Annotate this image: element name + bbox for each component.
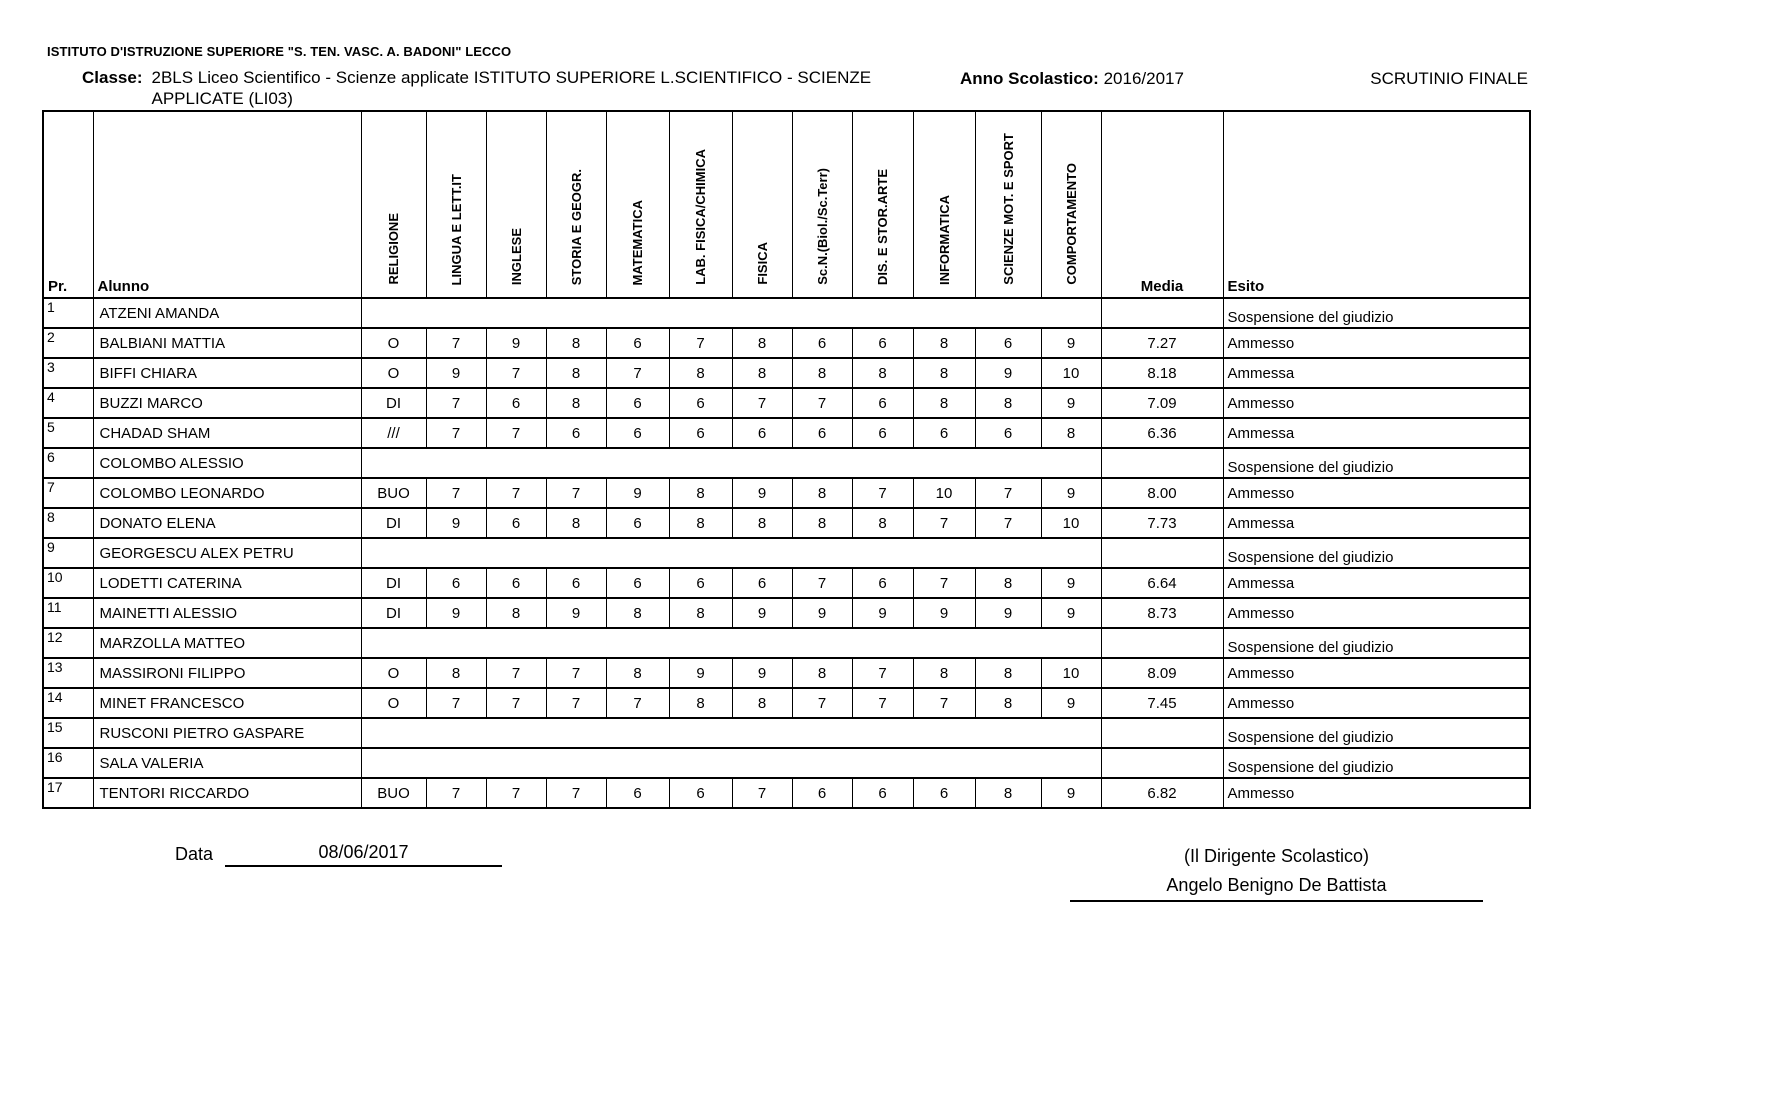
empty-grades-cell <box>361 718 1101 748</box>
row-number: 11 <box>43 598 93 628</box>
grade-cell: 6 <box>792 328 852 358</box>
grade-cell: 8 <box>975 658 1041 688</box>
esito-cell: Ammesso <box>1223 328 1530 358</box>
row-number: 6 <box>43 448 93 478</box>
esito-cell: Ammesso <box>1223 478 1530 508</box>
grade-cell: 8 <box>486 598 546 628</box>
grade-cell: 9 <box>1041 328 1101 358</box>
grade-cell: 7 <box>913 508 975 538</box>
grade-cell: 6 <box>669 388 732 418</box>
grade-cell: 6 <box>669 568 732 598</box>
row-number: 15 <box>43 718 93 748</box>
student-name: MAINETTI ALESSIO <box>93 598 361 628</box>
student-name: BALBIANI MATTIA <box>93 328 361 358</box>
grade-cell: 8 <box>1041 418 1101 448</box>
grade-cell: 7 <box>792 388 852 418</box>
media-cell <box>1101 718 1223 748</box>
col-header-label: STORIA E GEOGR. <box>568 168 584 285</box>
student-name: BIFFI CHIARA <box>93 358 361 388</box>
anno-scolastico-label: Anno Scolastico: <box>960 69 1099 88</box>
classe-row <box>82 67 891 109</box>
grade-cell: 9 <box>732 478 792 508</box>
grade-cell: 8 <box>792 358 852 388</box>
grade-cell: 8 <box>975 688 1041 718</box>
grade-cell: 7 <box>426 328 486 358</box>
esito-cell: Sospensione del giudizio <box>1223 538 1530 568</box>
empty-grades-cell <box>361 298 1101 328</box>
table-row <box>43 388 1530 418</box>
grade-cell: 7 <box>486 478 546 508</box>
col-header-religione <box>361 111 426 298</box>
date-label: Data <box>175 844 214 864</box>
grade-cell: 8 <box>546 328 606 358</box>
institute-name: ISTITUTO D'ISTRUZIONE SUPERIORE "S. TEN. VASC. A. BADONI" LECCO <box>47 44 512 59</box>
student-name: DONATO ELENA <box>93 508 361 538</box>
student-name: SALA VALERIA <box>93 748 361 778</box>
media-cell: 8.00 <box>1101 478 1223 508</box>
grade-cell: 9 <box>1041 568 1101 598</box>
col-header-scienze-naturali <box>792 111 852 298</box>
student-name: COLOMBO LEONARDO <box>93 478 361 508</box>
grade-cell: 9 <box>1041 688 1101 718</box>
grade-cell: 7 <box>852 688 913 718</box>
empty-grades-cell <box>361 448 1101 478</box>
dirigente-name: Angelo Benigno De Battista <box>1070 871 1483 902</box>
col-header-comportamento <box>1041 111 1101 298</box>
grade-cell: 7 <box>975 478 1041 508</box>
grade-cell: 7 <box>426 778 486 808</box>
grade-cell: 6 <box>852 778 913 808</box>
header-row <box>43 111 1530 298</box>
col-header-matematica <box>606 111 669 298</box>
grade-cell: 7 <box>546 478 606 508</box>
grade-cell: /// <box>361 418 426 448</box>
grade-cell: 9 <box>913 598 975 628</box>
grade-cell: 8 <box>792 658 852 688</box>
grade-cell: 6 <box>732 418 792 448</box>
grade-cell: 10 <box>913 478 975 508</box>
grade-cell: 8 <box>913 358 975 388</box>
esito-cell: Ammesso <box>1223 688 1530 718</box>
col-header-label: SCIENZE MOT. E SPORT <box>1000 133 1016 285</box>
grade-cell: 6 <box>852 568 913 598</box>
media-cell: 6.64 <box>1101 568 1223 598</box>
grade-cell: 6 <box>852 328 913 358</box>
grade-cell: 6 <box>732 568 792 598</box>
row-number: 13 <box>43 658 93 688</box>
table-row <box>43 778 1530 808</box>
grade-cell: 6 <box>792 778 852 808</box>
table-row <box>43 298 1530 328</box>
grade-cell: 7 <box>606 688 669 718</box>
grade-cell: 9 <box>1041 388 1101 418</box>
grade-cell: 7 <box>486 658 546 688</box>
grade-cell: 8 <box>669 598 732 628</box>
col-header-scienze-motorie <box>975 111 1041 298</box>
grade-cell: 7 <box>669 328 732 358</box>
grade-cell: BUO <box>361 478 426 508</box>
table-row <box>43 718 1530 748</box>
grade-cell: 9 <box>669 658 732 688</box>
grade-cell: 7 <box>792 568 852 598</box>
grade-cell: 10 <box>1041 658 1101 688</box>
table-row <box>43 598 1530 628</box>
footer-date-row <box>175 842 502 867</box>
row-number: 16 <box>43 748 93 778</box>
student-name: CHADAD SHAM <box>93 418 361 448</box>
grade-cell: 8 <box>732 688 792 718</box>
row-number: 12 <box>43 628 93 658</box>
student-name: MARZOLLA MATTEO <box>93 628 361 658</box>
row-number: 4 <box>43 388 93 418</box>
media-cell: 6.82 <box>1101 778 1223 808</box>
col-header-disegno-storia-arte <box>852 111 913 298</box>
esito-cell: Sospensione del giudizio <box>1223 718 1530 748</box>
grade-cell: 8 <box>669 688 732 718</box>
esito-cell: Ammesso <box>1223 658 1530 688</box>
row-number: 2 <box>43 328 93 358</box>
student-name: RUSCONI PIETRO GASPARE <box>93 718 361 748</box>
grade-cell: 8 <box>669 478 732 508</box>
media-cell: 8.73 <box>1101 598 1223 628</box>
grade-cell: 7 <box>975 508 1041 538</box>
row-number: 8 <box>43 508 93 538</box>
table-row <box>43 628 1530 658</box>
esito-cell: Ammessa <box>1223 418 1530 448</box>
grade-cell: 7 <box>486 778 546 808</box>
col-header-label: INGLESE <box>508 227 524 285</box>
grade-cell: 7 <box>852 658 913 688</box>
media-cell: 6.36 <box>1101 418 1223 448</box>
col-header-label: DIS. E STOR.ARTE <box>875 168 890 285</box>
table-row <box>43 448 1530 478</box>
grade-cell: 6 <box>486 568 546 598</box>
grade-cell: 7 <box>792 688 852 718</box>
grade-cell: 8 <box>913 388 975 418</box>
grade-cell: 6 <box>426 568 486 598</box>
grade-cell: 7 <box>426 388 486 418</box>
grade-cell: 8 <box>546 508 606 538</box>
grade-cell: 6 <box>669 778 732 808</box>
grade-cell: 6 <box>546 418 606 448</box>
grade-cell: 7 <box>426 688 486 718</box>
classe-value: 2BLS Liceo Scientifico - Scienze applicate ISTITUTO SUPERIORE L.SCIENTIFICO - SCIENZE APPLICATE (LI03) <box>151 68 872 108</box>
grade-cell: 6 <box>606 508 669 538</box>
grade-cell: 7 <box>732 778 792 808</box>
grade-cell: 8 <box>913 658 975 688</box>
esito-cell: Ammesso <box>1223 598 1530 628</box>
table-row <box>43 358 1530 388</box>
grade-cell: BUO <box>361 778 426 808</box>
grade-cell: O <box>361 358 426 388</box>
grade-cell: DI <box>361 598 426 628</box>
student-name: BUZZI MARCO <box>93 388 361 418</box>
grade-cell: 8 <box>606 658 669 688</box>
grade-cell: 6 <box>792 418 852 448</box>
grade-cell: 9 <box>426 508 486 538</box>
grade-cell: 8 <box>792 478 852 508</box>
col-header-alunno: Alunno <box>93 111 361 298</box>
col-header-label: LAB. FISICA/CHIMICA <box>693 149 708 285</box>
grade-cell: 7 <box>486 688 546 718</box>
col-header-informatica <box>913 111 975 298</box>
student-name: TENTORI RICCARDO <box>93 778 361 808</box>
student-name: MASSIRONI FILIPPO <box>93 658 361 688</box>
grade-cell: 8 <box>546 358 606 388</box>
grade-cell: 6 <box>606 778 669 808</box>
media-cell <box>1101 298 1223 328</box>
grade-cell: DI <box>361 388 426 418</box>
empty-grades-cell <box>361 628 1101 658</box>
grade-cell: 6 <box>975 418 1041 448</box>
student-rows <box>43 298 1530 808</box>
grade-cell: 9 <box>1041 598 1101 628</box>
grade-cell: 10 <box>1041 358 1101 388</box>
grade-cell: 6 <box>913 778 975 808</box>
grade-cell: 8 <box>913 328 975 358</box>
grade-cell: 8 <box>975 778 1041 808</box>
grade-cell: 8 <box>732 328 792 358</box>
esito-cell: Sospensione del giudizio <box>1223 298 1530 328</box>
col-header-label: MATEMATICA <box>630 199 645 285</box>
grade-cell: 8 <box>852 508 913 538</box>
student-name: ATZENI AMANDA <box>93 298 361 328</box>
grade-cell: 6 <box>606 568 669 598</box>
grade-cell: 9 <box>975 358 1041 388</box>
grade-cell: 6 <box>546 568 606 598</box>
grade-cell: 8 <box>975 568 1041 598</box>
grade-cell: 6 <box>486 508 546 538</box>
media-cell <box>1101 448 1223 478</box>
grade-cell: 6 <box>606 418 669 448</box>
grade-cell: O <box>361 328 426 358</box>
esito-cell: Ammessa <box>1223 358 1530 388</box>
table-row <box>43 418 1530 448</box>
grade-cell: 6 <box>852 388 913 418</box>
grade-cell: 7 <box>546 658 606 688</box>
esito-cell: Ammessa <box>1223 568 1530 598</box>
scrutinio-finale-title: SCRUTINIO FINALE <box>1370 69 1528 88</box>
media-cell: 8.09 <box>1101 658 1223 688</box>
grade-cell: 9 <box>426 598 486 628</box>
dirigente-title: (Il Dirigente Scolastico) <box>1183 846 1370 866</box>
grade-cell: 9 <box>792 598 852 628</box>
classe-label: Classe: <box>82 68 143 87</box>
grade-cell: 7 <box>426 418 486 448</box>
grade-cell: 7 <box>913 568 975 598</box>
media-cell: 7.45 <box>1101 688 1223 718</box>
table-row <box>43 748 1530 778</box>
col-header-lingua <box>426 111 486 298</box>
grade-cell: 9 <box>732 658 792 688</box>
signature-block <box>1070 842 1483 902</box>
esito-cell: Ammessa <box>1223 508 1530 538</box>
grade-cell: 7 <box>546 688 606 718</box>
empty-grades-cell <box>361 538 1101 568</box>
table-row <box>43 688 1530 718</box>
table-row <box>43 538 1530 568</box>
grade-cell: 7 <box>913 688 975 718</box>
anno-scolastico-row <box>960 69 1184 89</box>
grade-cell: 8 <box>546 388 606 418</box>
media-cell: 8.18 <box>1101 358 1223 388</box>
grade-cell: 6 <box>669 418 732 448</box>
grade-cell: 8 <box>792 508 852 538</box>
grade-cell: 6 <box>606 388 669 418</box>
esito-cell: Sospensione del giudizio <box>1223 628 1530 658</box>
grade-cell: 6 <box>852 418 913 448</box>
media-cell <box>1101 628 1223 658</box>
table-row <box>43 508 1530 538</box>
grade-cell: 7 <box>486 418 546 448</box>
grade-cell: DI <box>361 568 426 598</box>
grade-cell: 9 <box>1041 778 1101 808</box>
table-row <box>43 478 1530 508</box>
media-cell: 7.27 <box>1101 328 1223 358</box>
date-value: 08/06/2017 <box>318 842 409 862</box>
row-number: 17 <box>43 778 93 808</box>
grade-cell: DI <box>361 508 426 538</box>
media-cell <box>1101 748 1223 778</box>
col-header-inglese <box>486 111 546 298</box>
grade-cell: 9 <box>732 598 792 628</box>
col-header-label: FISICA <box>754 242 770 285</box>
col-header-label: LINGUA E LETT.IT <box>448 173 464 285</box>
grade-cell: 7 <box>546 778 606 808</box>
row-number: 14 <box>43 688 93 718</box>
grade-cell: 7 <box>426 478 486 508</box>
grade-cell: 8 <box>426 658 486 688</box>
row-number: 3 <box>43 358 93 388</box>
grade-cell: 6 <box>913 418 975 448</box>
date-underline <box>225 842 502 867</box>
col-header-esito: Esito <box>1223 111 1530 298</box>
grade-cell: 9 <box>546 598 606 628</box>
grade-cell: O <box>361 658 426 688</box>
student-name: LODETTI CATERINA <box>93 568 361 598</box>
student-name: GEORGESCU ALEX PETRU <box>93 538 361 568</box>
col-header-pr: Pr. <box>43 111 93 298</box>
grade-cell: 8 <box>669 358 732 388</box>
esito-cell: Sospensione del giudizio <box>1223 448 1530 478</box>
table-row <box>43 568 1530 598</box>
col-header-fisica <box>732 111 792 298</box>
student-name: MINET FRANCESCO <box>93 688 361 718</box>
col-header-label: RELIGIONE <box>386 213 401 285</box>
row-number: 1 <box>43 298 93 328</box>
grade-cell: 9 <box>486 328 546 358</box>
grade-cell: 8 <box>606 598 669 628</box>
grade-cell: 6 <box>975 328 1041 358</box>
grade-cell: 8 <box>732 508 792 538</box>
grade-cell: 8 <box>975 388 1041 418</box>
grades-table <box>42 110 1531 809</box>
grade-cell: 7 <box>852 478 913 508</box>
esito-cell: Sospensione del giudizio <box>1223 748 1530 778</box>
col-header-storia <box>546 111 606 298</box>
anno-scolastico-value: 2016/2017 <box>1103 69 1184 88</box>
empty-grades-cell <box>361 748 1101 778</box>
grade-cell: 7 <box>732 388 792 418</box>
grade-cell: 10 <box>1041 508 1101 538</box>
col-header-lab-fisica-chimica <box>669 111 732 298</box>
student-name: COLOMBO ALESSIO <box>93 448 361 478</box>
grade-cell: 8 <box>669 508 732 538</box>
col-header-label: INFORMATICA <box>936 194 952 285</box>
grade-cell: 7 <box>606 358 669 388</box>
grade-cell: 9 <box>426 358 486 388</box>
col-header-label: Sc.N.(Biol./Sc.Terr) <box>814 168 830 285</box>
grade-cell: 7 <box>486 358 546 388</box>
row-number: 9 <box>43 538 93 568</box>
media-cell: 7.73 <box>1101 508 1223 538</box>
col-header-label: COMPORTAMENTO <box>1063 163 1079 285</box>
grade-cell: 9 <box>852 598 913 628</box>
grade-cell: 6 <box>486 388 546 418</box>
media-cell: 7.09 <box>1101 388 1223 418</box>
grade-cell: 9 <box>975 598 1041 628</box>
grade-cell: 9 <box>1041 478 1101 508</box>
grade-cell: 9 <box>606 478 669 508</box>
row-number: 10 <box>43 568 93 598</box>
esito-cell: Ammesso <box>1223 778 1530 808</box>
table-row <box>43 328 1530 358</box>
table-row <box>43 658 1530 688</box>
col-header-media: Media <box>1101 111 1223 298</box>
grade-cell: 8 <box>852 358 913 388</box>
row-number: 5 <box>43 418 93 448</box>
grade-cell: 6 <box>606 328 669 358</box>
row-number: 7 <box>43 478 93 508</box>
esito-cell: Ammesso <box>1223 388 1530 418</box>
grade-cell: O <box>361 688 426 718</box>
grade-cell: 8 <box>732 358 792 388</box>
media-cell <box>1101 538 1223 568</box>
